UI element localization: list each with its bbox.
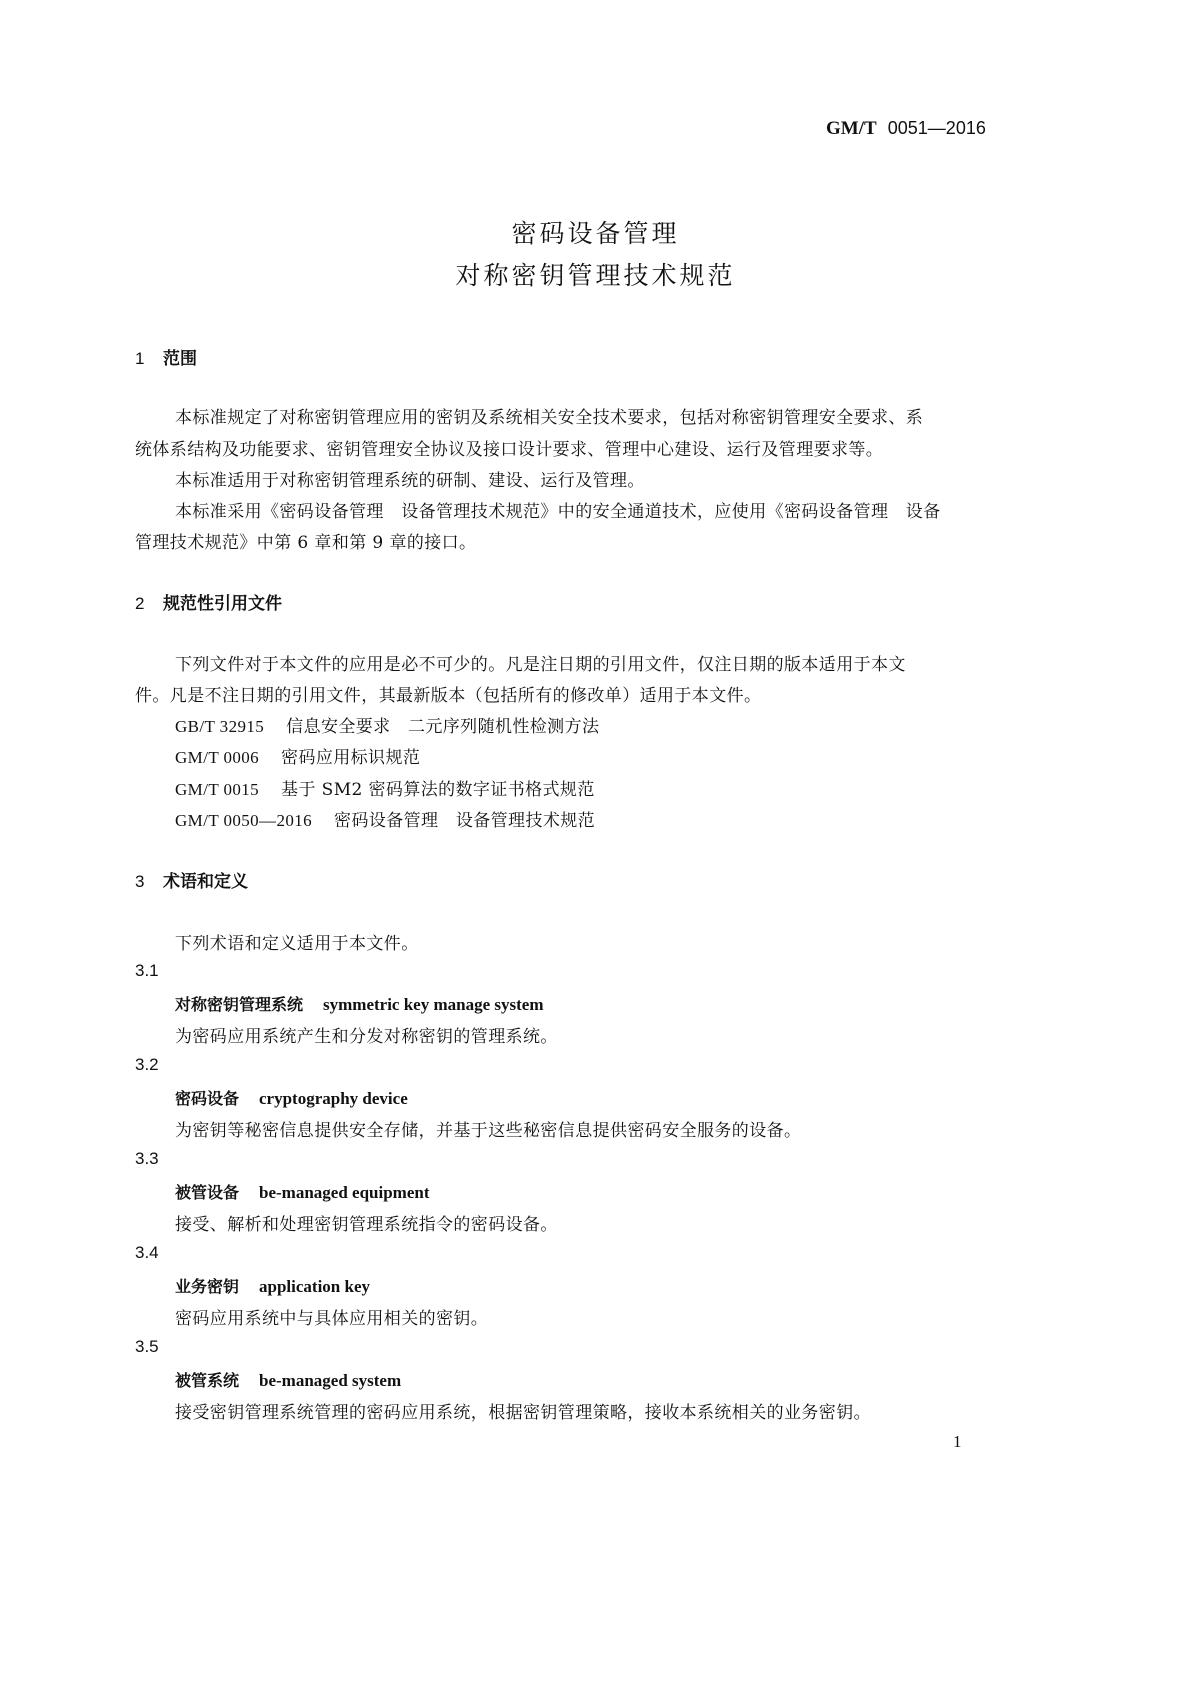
term-zh: 业务密钥 [175,1277,240,1296]
section-heading-1 [135,344,197,369]
term-number: 3.3 [135,1149,159,1168]
reference-item [175,743,420,768]
term-en: be-managed equipment [259,1183,430,1202]
term-number: 3.1 [135,961,159,980]
reference-title: 基于 SM2 密码算法的数字证书格式规范 [281,780,595,800]
term-definition: 为密码应用系统产生和分发对称密钥的管理系统。 [175,1027,558,1047]
term-zh: 被管设备 [175,1183,240,1202]
paragraph-line: 本标准规定了对称密钥管理应用的密钥及系统相关安全技术要求，包括对称密钥管理安全要求、系 [175,408,924,428]
reference-title: 信息安全要求 二元序列随机性检测方法 [286,717,600,737]
term-heading [175,1368,401,1391]
section-number: 1 [135,349,145,368]
reference-title: 密码应用标识规范 [281,748,421,768]
reference-title: 密码设备管理 设备管理技术规范 [334,811,596,831]
term-en: be-managed system [259,1371,402,1390]
reference-item [175,775,595,800]
term-zh: 密码设备 [175,1089,240,1108]
term-heading [175,1274,370,1297]
paragraph-line: 本标准适用于对称密钥管理系统的研制、建设、运行及管理。 [175,471,645,491]
section-number: 3 [135,872,145,891]
term-zh: 对称密钥管理系统 [175,995,304,1014]
section-title: 规范性引用文件 [163,594,282,614]
term-number: 3.2 [135,1055,159,1074]
term-heading [175,1086,408,1109]
paragraph-line: 下列文件对于本文件的应用是必不可少的。凡是注日期的引用文件，仅注日期的版本适用于本文 [175,655,906,675]
paragraph-line: 统体系结构及功能要求、密钥管理安全协议及接口设计要求、管理中心建设、运行及管理要求等。 [135,440,884,460]
reference-item [175,806,595,831]
term-en: symmetric key manage system [323,995,544,1014]
document-title-line2: 对称密钥管理技术规范 [455,261,736,290]
standard-number: 0051—2016 [887,118,986,138]
section-title: 范围 [163,349,197,369]
standard-code [826,118,986,140]
term-number: 3.5 [135,1337,159,1356]
section-heading-2 [135,589,282,614]
paragraph-line: 下列术语和定义适用于本文件。 [175,934,419,954]
term-en: application key [259,1277,371,1296]
term-en: cryptography device [259,1089,408,1108]
term-number: 3.4 [135,1243,159,1262]
reference-code: GM/T 0006 [175,748,260,767]
page-number: 1 [953,1432,962,1451]
term-heading [175,1180,430,1203]
term-definition: 接受密钥管理系统管理的密码应用系统，根据密钥管理策略，接收本系统相关的业务密钥。 [175,1403,871,1423]
section-title: 术语和定义 [163,872,248,892]
paragraph-line: 本标准采用《密码设备管理 设备管理技术规范》中的安全通道技术，应使用《密码设备管理 设备 [175,502,941,522]
term-zh: 被管系统 [175,1371,240,1390]
section-heading-3 [135,867,248,892]
document-title-line1: 密码设备管理 [511,219,680,248]
standard-prefix: GM/T [826,118,877,139]
reference-code: GB/T 32915 [175,717,265,736]
section-number: 2 [135,594,145,613]
term-definition: 密码应用系统中与具体应用相关的密钥。 [175,1309,489,1329]
reference-code: GM/T 0050—2016 [175,811,313,830]
term-definition: 接受、解析和处理密钥管理系统指令的密码设备。 [175,1215,558,1235]
term-definition: 为密钥等秘密信息提供安全存储，并基于这些秘密信息提供密码安全服务的设备。 [175,1121,802,1141]
paragraph-line: 件。凡是不注日期的引用文件，其最新版本（包括所有的修改单）适用于本文件。 [135,686,762,706]
term-heading [175,992,543,1015]
reference-code: GM/T 0015 [175,780,260,799]
reference-item [175,712,599,737]
paragraph-line: 管理技术规范》中第 6 章和第 9 章的接口。 [135,533,477,553]
